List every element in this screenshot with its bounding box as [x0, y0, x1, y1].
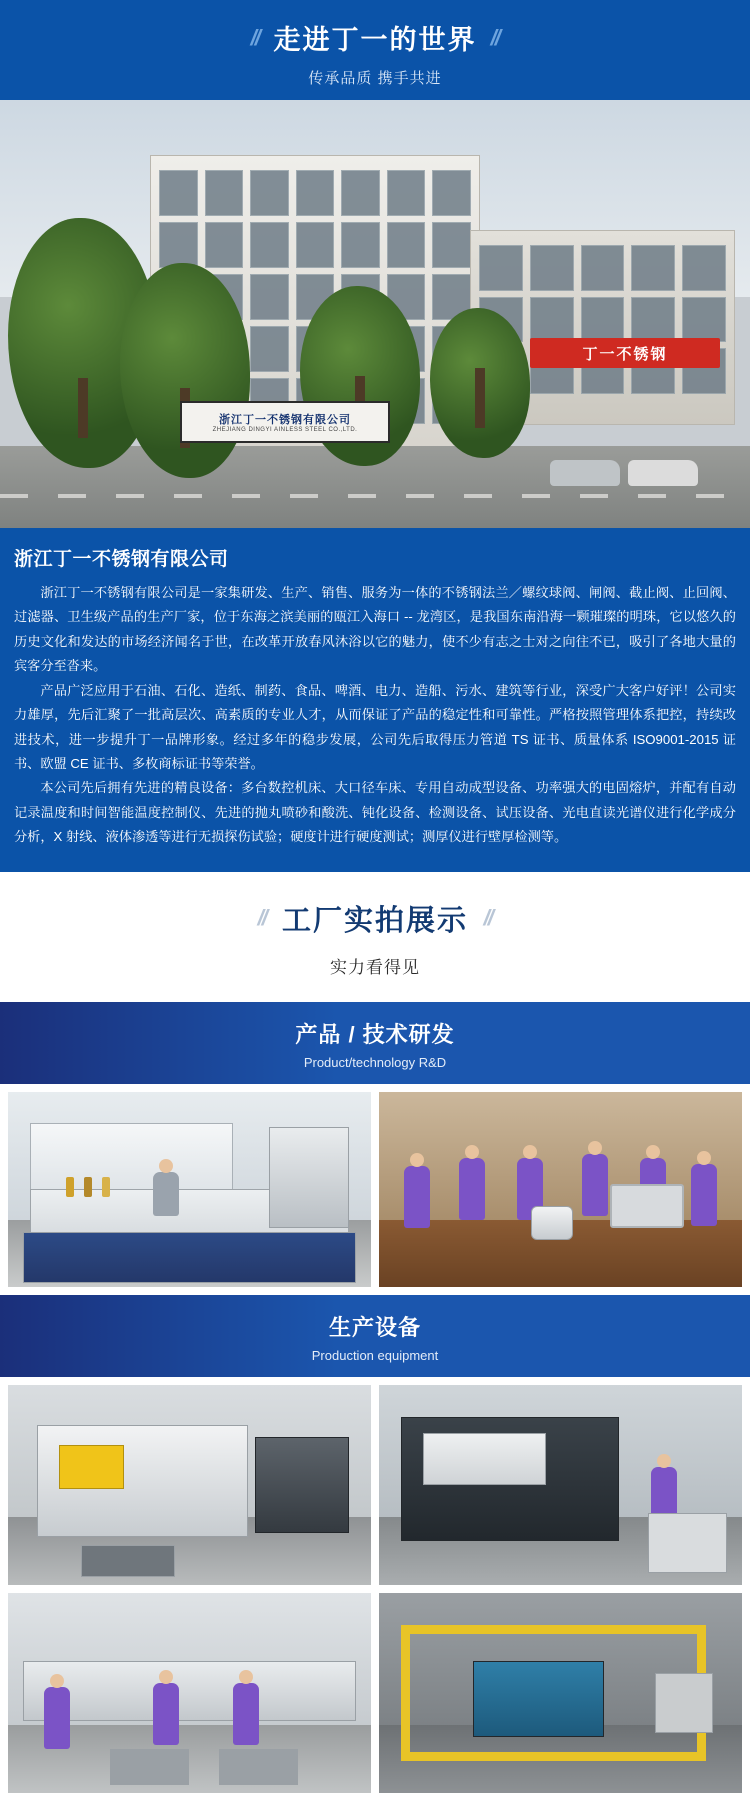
- rd-photo-grid: [0, 1084, 750, 1287]
- shot-blasting-machine: [473, 1661, 604, 1737]
- valve-sample: [531, 1206, 573, 1240]
- signboard-en-text: ZHEJIANG DINGYI AINLESS STEEL CO.,LTD.: [212, 427, 358, 433]
- factory-title-row: [0, 898, 750, 939]
- parts-pallet: [81, 1545, 175, 1577]
- factory-building-photo: [0, 100, 750, 528]
- category-bar-equipment: [0, 1295, 750, 1377]
- lab-technician: [153, 1172, 179, 1216]
- equipment-photo-grid-bottom: [0, 1585, 750, 1793]
- hero-title-row: [0, 18, 750, 57]
- worker-3: [233, 1683, 259, 1745]
- cnc-window: [423, 1433, 546, 1485]
- worker-1: [44, 1687, 70, 1749]
- category-rd-cn: 产品 / 技术研发: [295, 1021, 455, 1047]
- warning-panel: [59, 1445, 124, 1489]
- hero-title: 走进丁一的世界: [273, 25, 477, 55]
- category-bar-rd: [0, 1002, 750, 1084]
- about-paragraph-3: 本公司先后拥有先进的精良设备：多台数控机床、大口径车床、专用自动成型设备、功率强大的电固熔炉，并配有自动记录温度和时间智能温度控制仪、先进的抛丸喷砂和酸洗、钝化设备、检测设备、试压设备、光电直读光谱仪进行化学成分分析，X 射线、液体渗透等进行无损探伤试验；硬度计进行硬度测试；测厚仪进行壁厚检测等。: [14, 780, 736, 845]
- slash-left-icon-2: //: [255, 905, 269, 931]
- slash-left-icon: //: [248, 24, 263, 50]
- assembly-line: [23, 1661, 357, 1721]
- photo-rd-lab: [8, 1092, 371, 1287]
- about-paragraph-2: 产品广泛应用于石油、石化、造纸、制药、食品、啤酒、电力、造船、污水、建筑等行业，深受广大客户好评！公司实力雄厚，先后汇聚了一批高层次、高素质的专业人才，从而保证了产品的稳定性和可靠性。严格按照管理体系把控，持续改进技术，进一步提升丁一品牌形象。经过多年的稳步发展，公司先后取得压力管道 TS 证书、质量体系 ISO9001-2015 证书、欧盟 CE 证书、多枚商标证书等荣誉。: [14, 682, 736, 771]
- hero-subtitle: 传承品质 携手共进: [308, 70, 442, 87]
- control-cabinet: [255, 1437, 349, 1533]
- signboard-cn-text: 浙江丁一不锈钢有限公司: [219, 414, 351, 426]
- slash-right-icon-2: //: [481, 905, 495, 931]
- photo-rd-meeting: [379, 1092, 742, 1287]
- category-rd-en: Product/technology R&D: [303, 1054, 447, 1070]
- parts-rack: [648, 1513, 728, 1573]
- hero-banner: [0, 0, 750, 100]
- company-signboard: [180, 401, 390, 443]
- worker-2: [153, 1683, 179, 1745]
- factory-section-title: 工厂实拍展示: [281, 904, 468, 937]
- equipment-photo-grid-top: [0, 1377, 750, 1585]
- parked-car-1: [628, 460, 698, 486]
- company-introduction: [0, 528, 750, 872]
- lab-fume-hood: [30, 1123, 233, 1193]
- parts-crate-1: [110, 1749, 190, 1785]
- photo-equipment-3: [8, 1593, 371, 1793]
- about-paragraph-1: 浙江丁一不锈钢有限公司是一家集研发、生产、销售、服务为一体的不锈钢法兰／螺纹球阀、闸阀、截止阀、止回阀、过滤器、卫生级产品的生产厂家，位于东海之滨美丽的瓯江入海口 -- 龙湾区，是我国东南沿海一颗璀璨的明珠，它以悠久的历史文化和发达的市场经济闻名于世，在改革开放春风沐浴以它的魅力，使不少有志之士对之向往不已，吸引了各地大量的宾客分至沓来。: [14, 585, 736, 674]
- category-equipment-cn: 生产设备: [328, 1314, 421, 1340]
- rooftop-red-sign: 丁一不锈钢: [530, 338, 720, 368]
- photo-equipment-1: [8, 1385, 371, 1585]
- photo-equipment-2: [379, 1385, 742, 1585]
- lab-cabinet-row: [23, 1232, 357, 1283]
- parts-crate-2: [219, 1749, 299, 1785]
- company-name-heading: 浙江丁一不锈钢有限公司: [14, 549, 229, 570]
- lab-instrument: [269, 1127, 349, 1228]
- factory-section-subtitle: 实力看得见: [330, 957, 420, 977]
- factory-section-header: [0, 872, 750, 1002]
- control-box: [655, 1673, 713, 1733]
- category-equipment-en: Production equipment: [311, 1347, 439, 1363]
- photo-equipment-4: [379, 1593, 742, 1793]
- road-marking: [0, 494, 750, 498]
- slash-right-icon: //: [487, 24, 502, 50]
- page-bottom-spacer: [0, 1793, 750, 1803]
- laptop: [610, 1184, 684, 1228]
- parked-car-2: [550, 460, 620, 486]
